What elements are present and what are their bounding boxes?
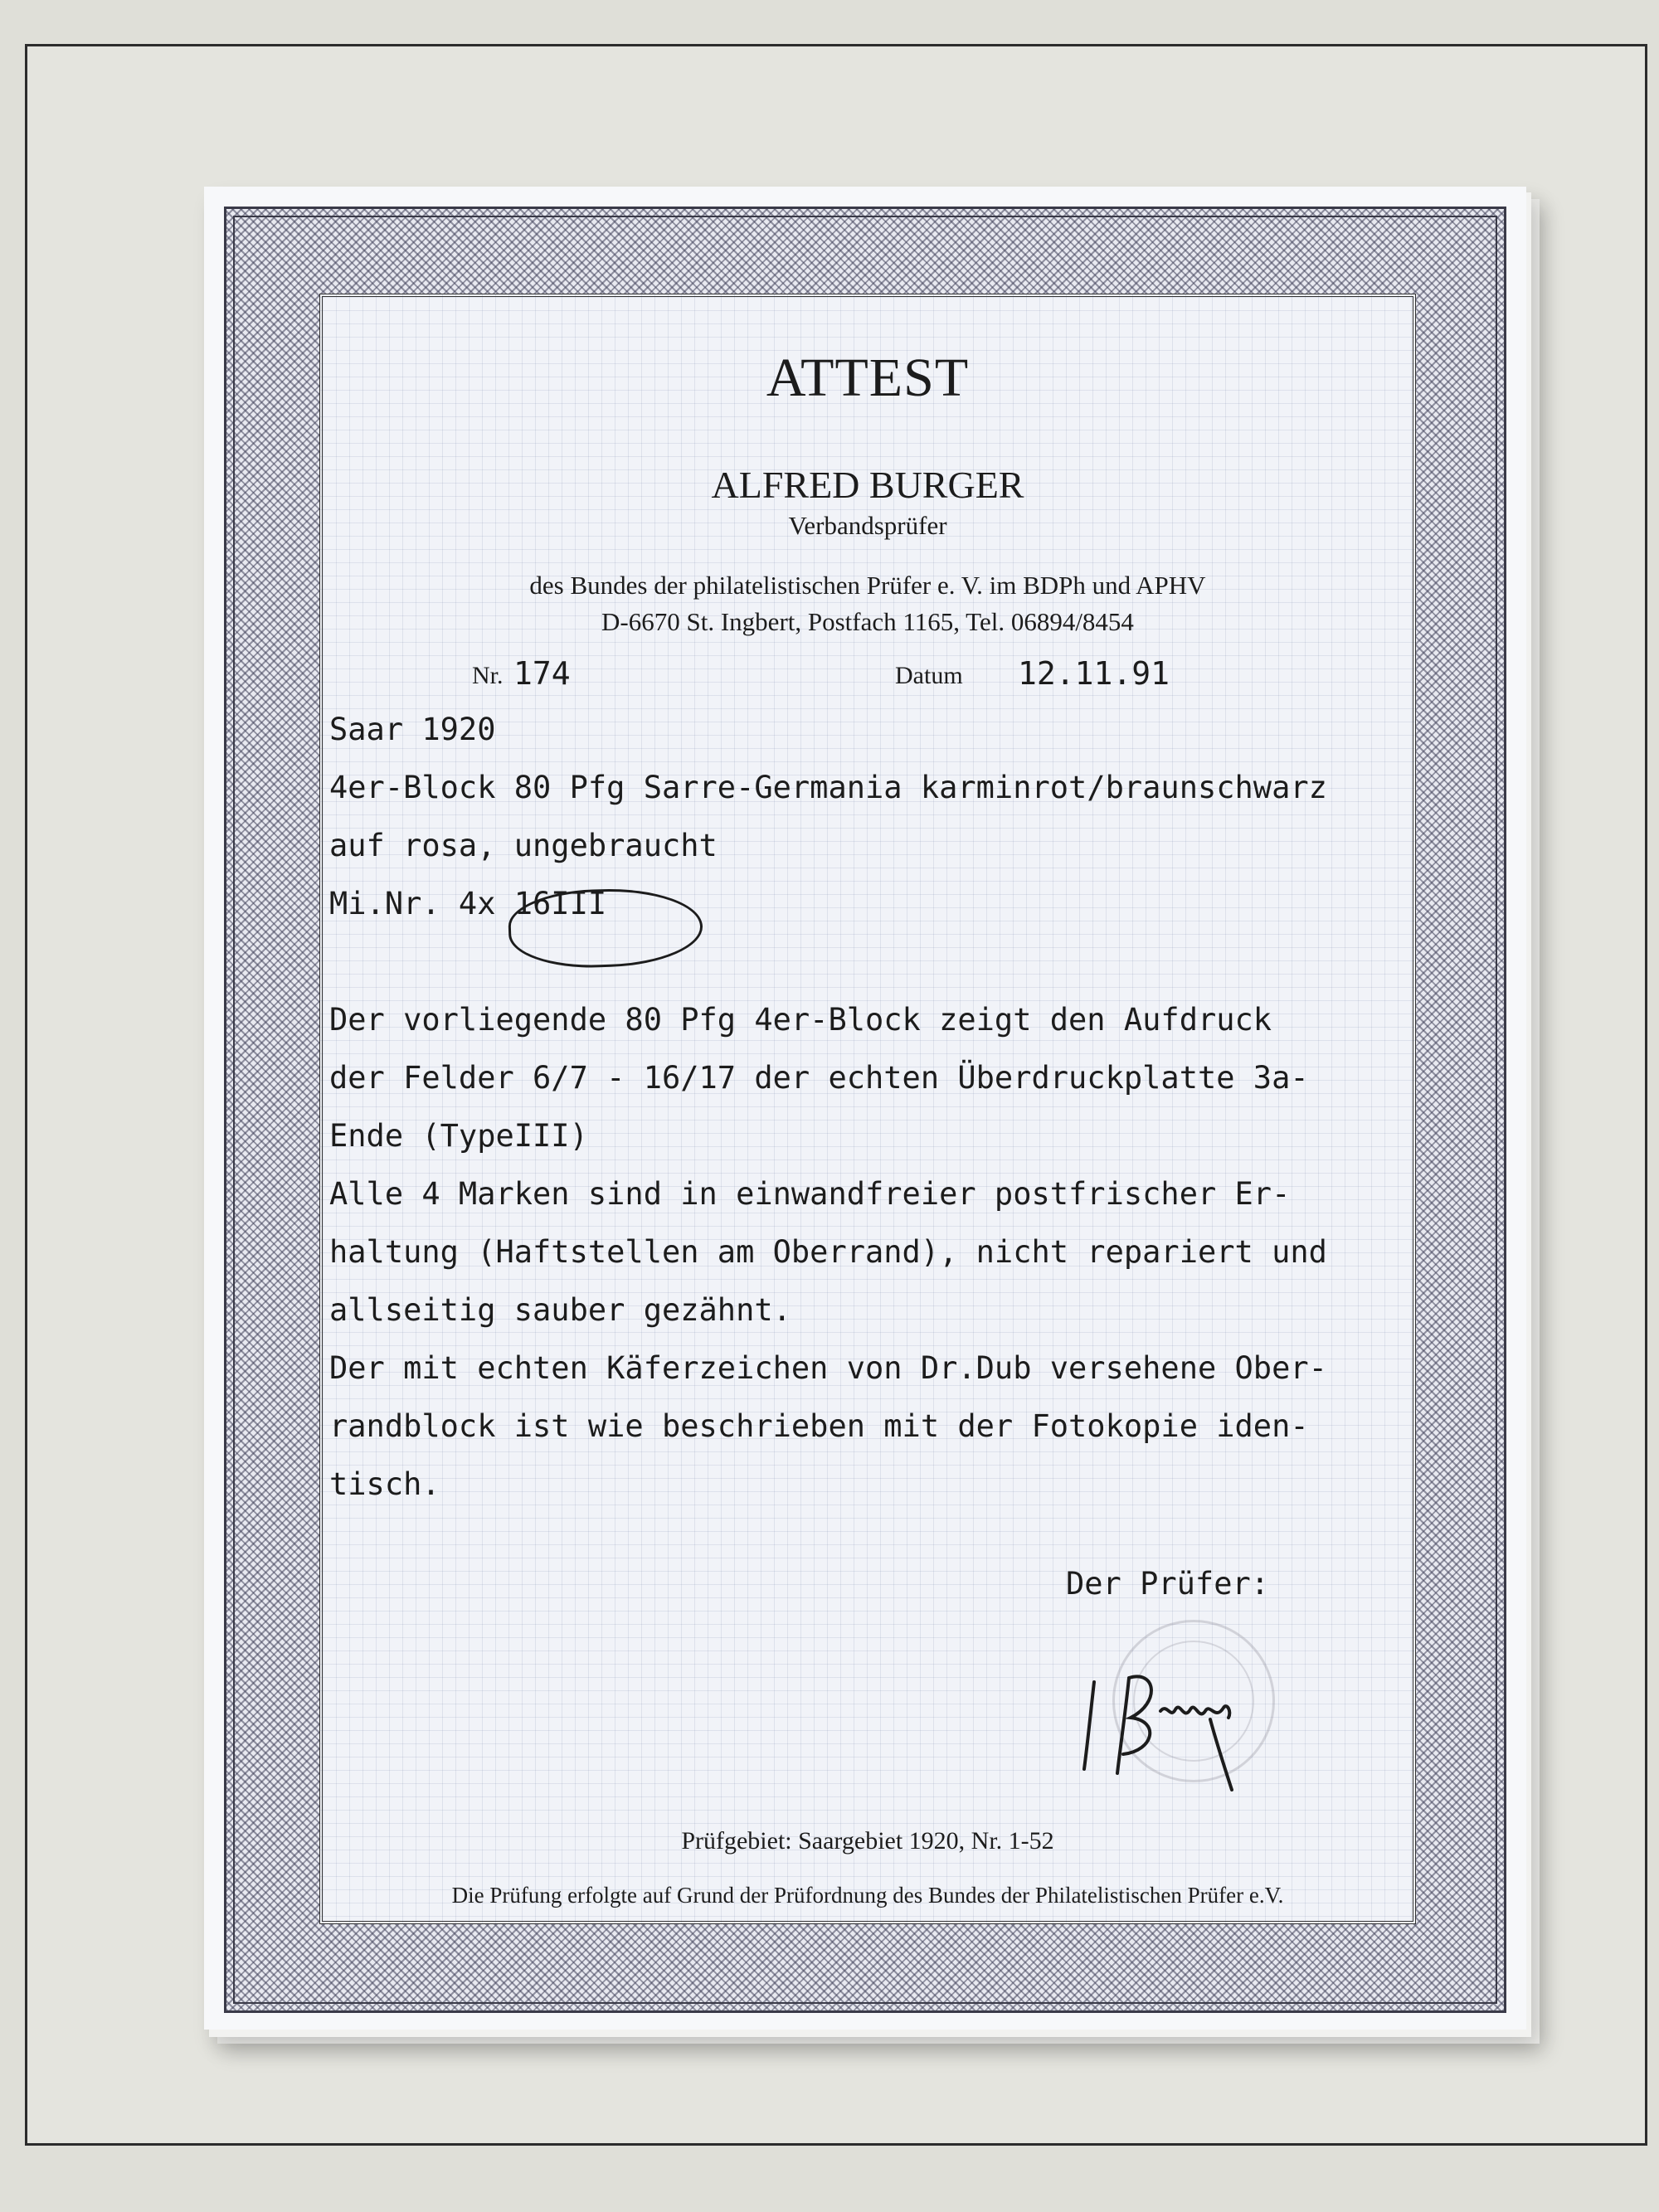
body-line: der Felder 6/7 - 16/17 der echten Überdruckplatte 3a-	[329, 1060, 1309, 1096]
certificate-title: ATTEST	[766, 348, 970, 408]
footer-note: Die Prüfung erfolgte auf Grund der Prüfordnung des Bundes der Philatelistischen Prüfer e.V.	[451, 1883, 1284, 1908]
body-line: Der mit echten Käferzeichen von Dr.Dub versehene Ober-	[329, 1350, 1327, 1386]
body-line: Ende (TypeIII)	[329, 1118, 588, 1154]
body-line: randblock ist wie beschrieben mit der Fotokopie iden-	[329, 1408, 1309, 1444]
body-line: allseitig sauber gezähnt.	[329, 1292, 791, 1328]
issuer-name: ALFRED BURGER	[711, 464, 1024, 506]
catalog-number: Mi.Nr. 4x 16III	[329, 886, 607, 921]
date-label: Datum	[895, 662, 963, 689]
description-line: auf rosa, ungebraucht	[329, 828, 718, 863]
certificate-date: 12.11.91	[1018, 655, 1170, 692]
body-line: Der vorliegende 80 Pfg 4er-Block zeigt den Aufdruck	[329, 1002, 1272, 1038]
address-line: D-6670 St. Ingbert, Postfach 1165, Tel. 06894/8454	[601, 607, 1134, 636]
number-label: Nr.	[472, 662, 504, 689]
certificate	[204, 187, 1526, 2030]
guilloche-border	[224, 207, 1506, 2013]
body-line: haltung (Haftstellen am Oberrand), nicht repariert und	[329, 1234, 1327, 1270]
examiner-label: Der Prüfer:	[1066, 1566, 1270, 1602]
certificate-number: 174	[513, 655, 571, 692]
issuer-role: Verbandsprüfer	[788, 511, 947, 540]
association-line: des Bundes der philatelistischen Prüfer e. V. im BDPh und APHV	[529, 571, 1206, 600]
body-line: tisch.	[329, 1466, 440, 1502]
certificate-body	[319, 294, 1416, 1924]
description-line: Saar 1920	[329, 712, 496, 747]
handwritten-signature	[1078, 1645, 1268, 1794]
examination-scope: Prüfgebiet: Saargebiet 1920, Nr. 1-52	[681, 1827, 1054, 1855]
body-line: Alle 4 Marken sind in einwandfreier postfrischer Er-	[329, 1176, 1291, 1212]
description-line: 4er-Block 80 Pfg Sarre-Germania karminrot/braunschwarz	[329, 770, 1327, 805]
